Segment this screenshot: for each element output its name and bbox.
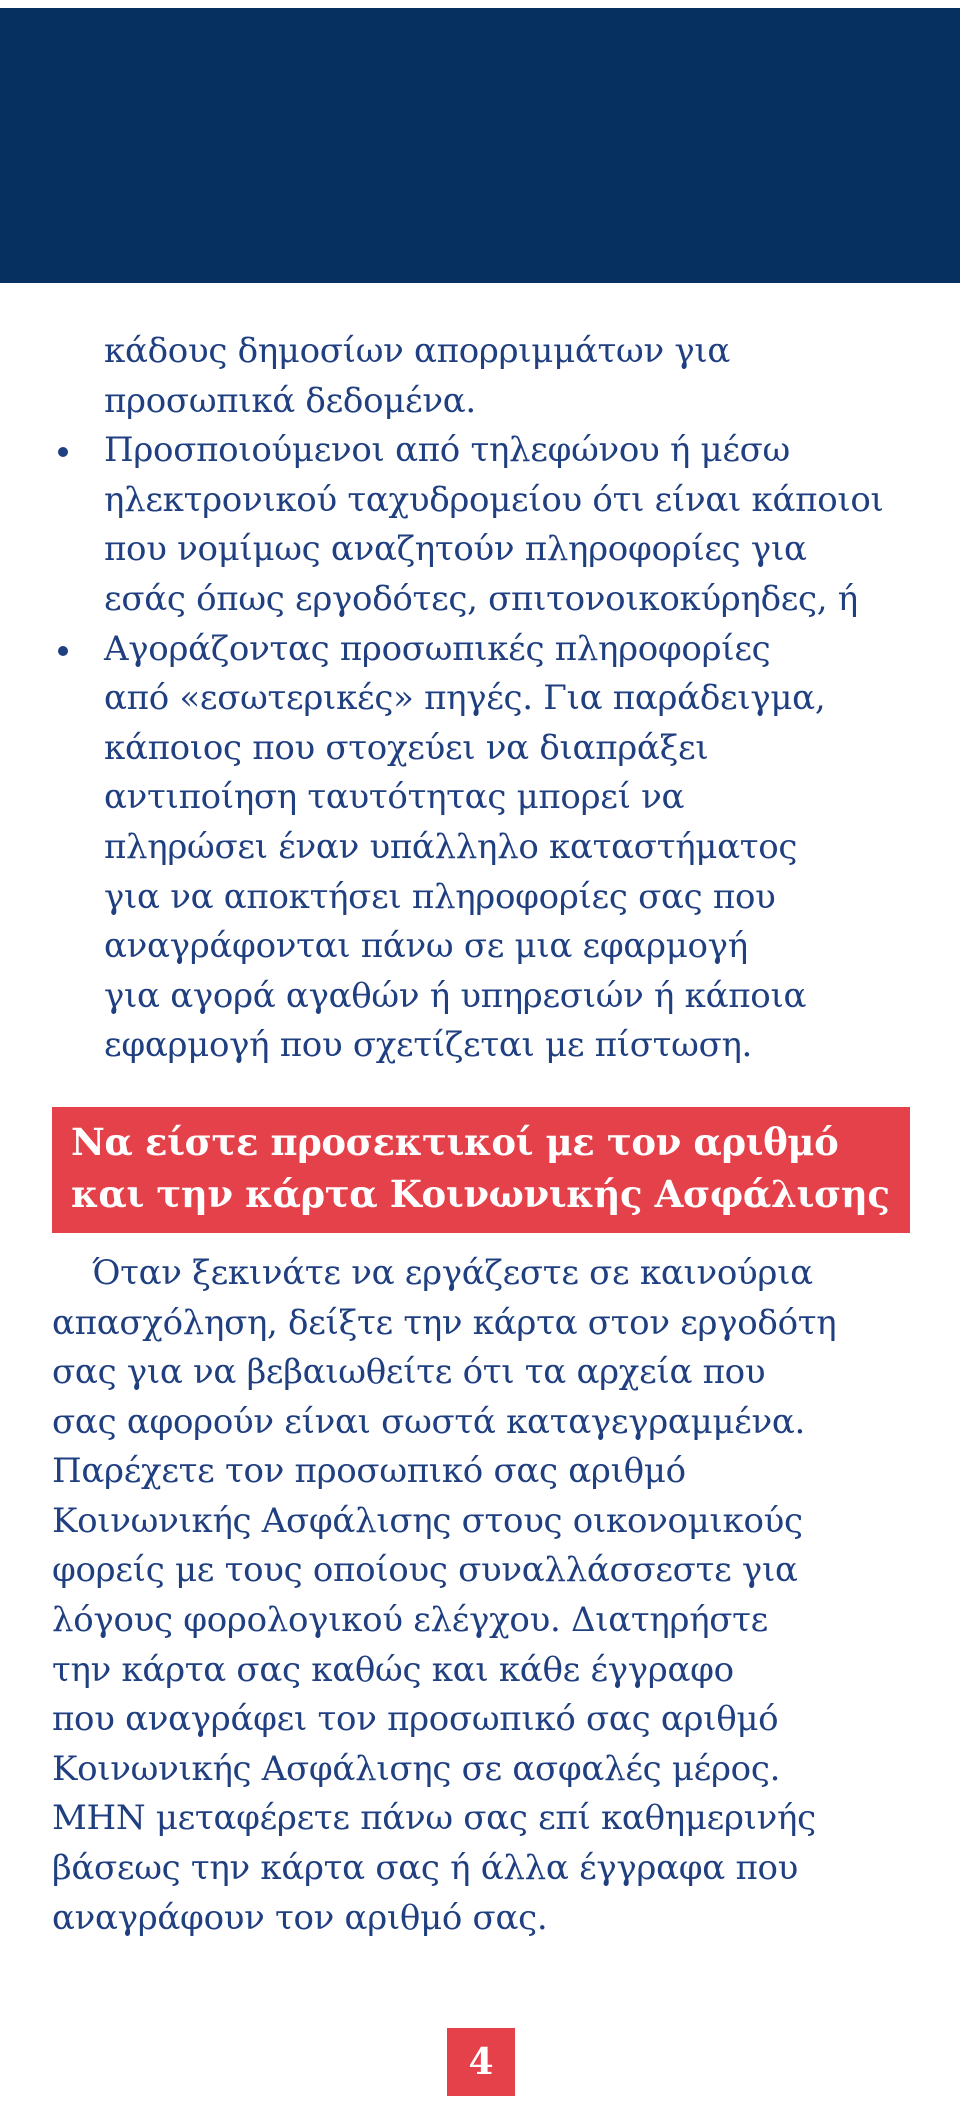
text-line: που νομίμως αναζητούν πληροφορίες για bbox=[104, 529, 807, 570]
text-line: ΜΗΝ μεταφέρετε πάνω σας επί καθημερινής bbox=[52, 1798, 816, 1839]
text-line: αναγράφουν τον αριθμό σας. bbox=[52, 1897, 548, 1938]
section-heading-box bbox=[52, 1107, 910, 1233]
text-line: πληρώσει έναν υπάλληλο καταστήματος bbox=[104, 826, 798, 867]
text-line: για αγορά αγαθών ή υπηρεσιών ή κάποια bbox=[104, 975, 807, 1016]
text-line: σας για να βεβαιωθείτε ότι τα αρχεία που bbox=[52, 1352, 766, 1393]
text-line: Κοινωνικής Ασφάλισης στους οικονομικούς bbox=[52, 1500, 803, 1541]
text-line: εφαρμογή που σχετίζεται με πίστωση. bbox=[104, 1025, 753, 1066]
text-line: Παρέχετε τον προσωπικό σας αριθμό bbox=[52, 1451, 686, 1492]
list-continuation bbox=[52, 327, 928, 426]
header-band bbox=[0, 8, 960, 283]
text-line: φορείς με τους οποίους συναλλάσσεστε για bbox=[52, 1550, 798, 1591]
text-line: προσωπικά δεδομένα. bbox=[104, 380, 476, 421]
body-paragraph bbox=[52, 1249, 928, 1943]
page-content bbox=[52, 327, 928, 1943]
text-line: αναγράφονται πάνω σε μια εφαρμογή bbox=[104, 926, 748, 967]
text-line: βάσεως την κάρτα σας ή άλλα έγγραφα που bbox=[52, 1848, 799, 1889]
bullet-item bbox=[52, 625, 928, 1071]
bullet-icon bbox=[58, 447, 68, 457]
bullet-item bbox=[52, 426, 928, 624]
text-line: εσάς όπως εργοδότες, σπιτονοικοκύρηδες, ή bbox=[104, 578, 858, 619]
text-line: Κοινωνικής Ασφάλισης σε ασφαλές μέρος. bbox=[52, 1748, 781, 1789]
text-line: ηλεκτρονικού ταχυδρομείου ότι είναι κάποιοι bbox=[104, 479, 884, 520]
text-line: απασχόληση, δείξτε την κάρτα στον εργοδότη bbox=[52, 1302, 837, 1343]
bullet-icon bbox=[58, 646, 68, 656]
text-line: από «εσωτερικές» πηγές. Για παράδειγμα, bbox=[104, 678, 826, 719]
section-heading bbox=[71, 1116, 910, 1220]
text-line: την κάρτα σας καθώς και κάθε έγγραφο bbox=[52, 1649, 734, 1690]
text-line: που αναγράφει τον προσωπικό σας αριθμό bbox=[52, 1699, 779, 1740]
text-line: Όταν ξεκινάτε να εργάζεστε σε καινούρια bbox=[92, 1252, 813, 1293]
text-line: σας αφορούν είναι σωστά καταγεγραμμένα. bbox=[52, 1401, 806, 1442]
text-line: Αγοράζοντας προσωπικές πληροφορίες bbox=[104, 628, 771, 669]
page-number: 4 bbox=[447, 2028, 515, 2096]
text-line: Προσποιούμενοι από τηλεφώνου ή μέσω bbox=[104, 430, 790, 471]
text-line: λόγους φορολογικού ελέγχου. Διατηρήστε bbox=[52, 1600, 768, 1641]
text-line: κάποιος που στοχεύει να διαπράξει bbox=[104, 727, 709, 768]
text-line: κάδους δημοσίων απορριμμάτων για bbox=[104, 331, 731, 371]
text-line: αντιποίηση ταυτότητας μπορεί να bbox=[104, 777, 685, 818]
heading-line: και την κάρτα Κοινωνικής Ασφάλισης bbox=[71, 1171, 890, 1216]
text-line: για να αποκτήσει πληροφορίες σας που bbox=[104, 876, 776, 917]
bullet-list bbox=[52, 426, 928, 1071]
heading-line: Να είστε προσεκτικοί με τον αριθμό bbox=[71, 1119, 839, 1164]
